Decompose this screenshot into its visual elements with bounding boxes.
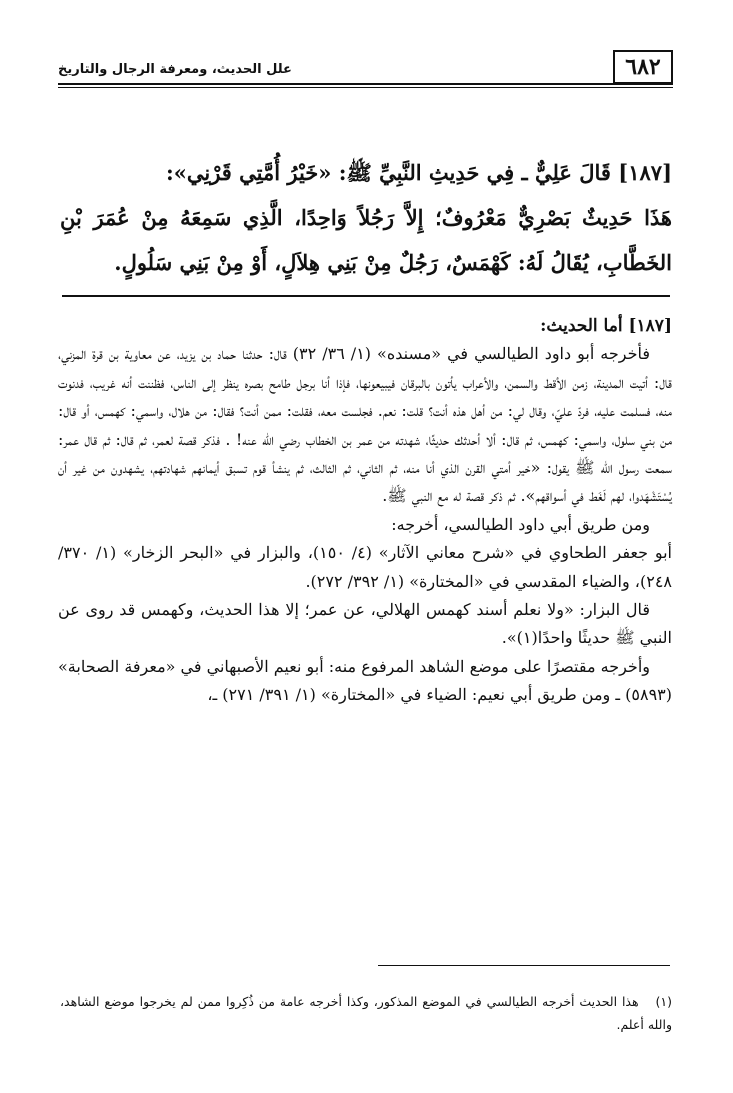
paragraph: قال البزار: «ولا نعلم أسند كهمس الهلالي، عن عمر؛ إلا هذا الحديث، وكهمس قد روى عن النبي ﷺ حديثًا واحدًا(١)». [58, 600, 672, 648]
entry-number: [١٨٧] [618, 160, 672, 185]
paragraph: وأخرجه مقتصرًا على موضع الشاهد المرفوع منه: أبو نعيم الأصبهاني في «معرفة الصحابة» (٥٨٩٣) ـ ومن طريق أبي نعيم: الضياء في «المختارة» (١/ ٣٩١/ ٢٧١) ـ، [58, 656, 672, 705]
commentary-heading [58, 312, 672, 340]
statement-line [60, 150, 672, 195]
commentary-title: أما الحديث: [540, 316, 623, 336]
paragraph: أبو جعفر الطحاوي في «شرح معاني الآثار» (٤/ ١٥٠)، والبزار في «البحر الزخار» (١/ ٣٧٠/ ٢٤٨)، والضياء المقدسي في «المختارة» (١/ ٣٩٢/ ٢٧٢). [58, 543, 672, 591]
page-number: ٦٨٢ [613, 50, 673, 84]
paragraph: ومن طريق أبي داود الطيالسي، أخرجه: [391, 514, 650, 534]
paragraph: فأخرجه أبو داود الطيالسي في «مسنده» (١/ ٣٦/ ٣٢) قال: حدثنا حماد بن يزيد، عن معاوية بن قرة المزني، قال: أتيت المدينة، زمن الأقط والسمن، والأعراب يأتون بالبرقان فيبيعونها، فإذا أنا برجل طامح بصره ينظر إلى الناس، فظننت أنه غريب، فدنوت منه، فسلمت عليه، فردّ عليّ، وقال لي: من أهل هذه أنت؟ قلت: نعم. فجلست معه، فقلت: ممن أنت؟ فقال: من هلال، واسمي: كهمس، أو قال: من بني سلول، واسمي: كهمس، ثم قال: ألا أحدثك حديثًا، شهدته من عمر بن الخطاب رضي الله عنه! . فذكر قصة لعمر، ثم قال: ثم قال عمر: سمعت رسول الله ﷺ يقول: «خير أمتي القرن الذي أنا منه، ثم الثاني، ثم الثالث، ثم ينشأ قوم تسبق أيمانهم شهادتهم، يشهدون من غير أن يُسْتَشْهَدوا، لهم لَغَط في أسواقهم». ثم ذكر قصة له مع النبي ﷺ. [58, 344, 672, 506]
commentary-number: [١٨٧] [628, 316, 672, 336]
footnote-text: هذا الحديث أخرجه الطيالسي في الموضع المذكور، وكذا أخرجه عامة من ذُكِروا ممن لم يخرجوا موضع الشاهد، والله أعلم. [60, 994, 672, 1032]
main-statement [60, 150, 672, 285]
footnote [60, 990, 672, 1036]
section-divider [62, 295, 670, 297]
page-header [58, 50, 673, 90]
footnote-marker: (١) [655, 994, 672, 1009]
header-rule [58, 83, 673, 85]
running-title: علل الحديث، ومعرفة الرجال والتاريخ [58, 62, 292, 77]
footnote-rule [378, 965, 670, 966]
header-rule-thin [58, 87, 673, 88]
statement-body: هَذَا حَدِيثٌ بَصْرِيٌّ مَعْرُوفٌ؛ إِلاَّ رَجُلاً وَاحِدًا، الَّذِي سَمِعَهُ مِنْ عُمَرَ بْنِ الخَطَّابِ، يُقَالُ لَهُ: كَهْمَسٌ، رَجُلٌ مِنْ بَنِي هِلاَلٍ، أَوْ مِنْ بَنِي سَلُولٍ. [60, 205, 672, 275]
commentary [58, 312, 672, 710]
statement-intro: قَالَ عَلِيٌّ ـ فِي حَدِيثِ النَّبِيِّ ﷺ: «خَيْرُ أُمَّتِي قَرْنِي»: [165, 160, 611, 185]
